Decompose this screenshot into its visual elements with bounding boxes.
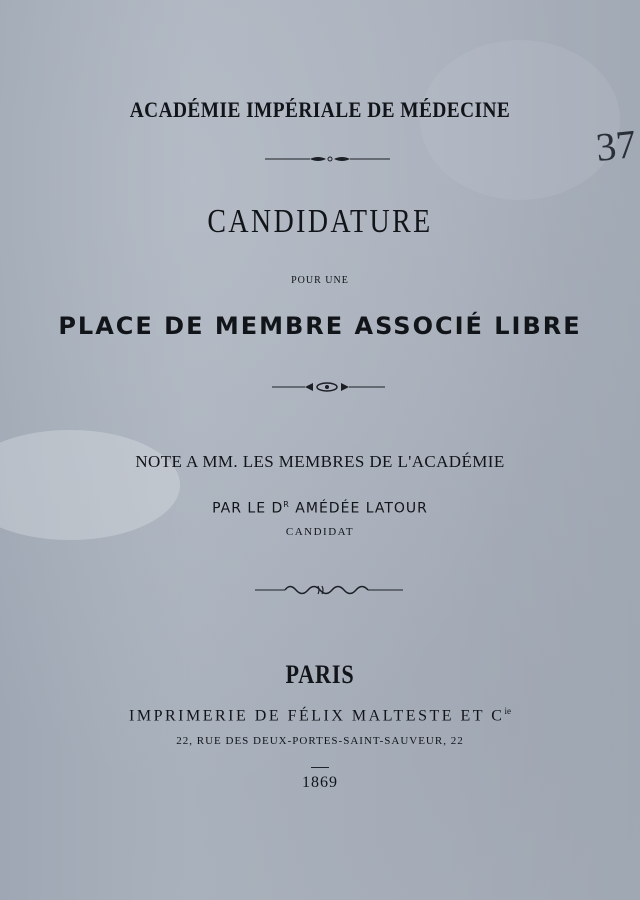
candidacy-position: PLACE DE MEMBRE ASSOCIÉ LIBRE xyxy=(58,312,582,340)
academy-heading: ACADÉMIE IMPÉRIALE DE MÉDECINE xyxy=(129,97,511,122)
doctor-superscript: R xyxy=(283,500,290,509)
author-name: AMÉDÉE LATOUR xyxy=(289,500,428,517)
printer-line xyxy=(0,706,640,725)
note-line: NOTE A MM. LES MEMBRES DE L'ACADÉMIE xyxy=(135,452,505,471)
printer-name: IMPRIMERIE DE FÉLIX MALTESTE ET C xyxy=(129,707,505,725)
ornament-flourish xyxy=(0,580,640,600)
company-superscript: ie xyxy=(504,706,511,716)
handwritten-margin-mark: 37 xyxy=(593,121,639,170)
imprint-city: PARIS xyxy=(285,660,355,689)
author-role: CANDIDAT xyxy=(285,526,355,538)
paper-stain xyxy=(0,430,180,540)
printer-address: 22, RUE DES DEUX-PORTES-SAINT-SAUVEUR, 22 xyxy=(176,735,464,747)
author-prefix: PAR LE D xyxy=(212,500,284,517)
author-line xyxy=(0,500,640,517)
document-title: CANDIDATURE xyxy=(207,203,433,240)
ornament-rule-middle xyxy=(0,377,640,397)
publication-year: 1869 xyxy=(302,774,338,791)
short-rule xyxy=(311,767,329,768)
ornament-rule-top xyxy=(0,149,640,169)
title-connector: POUR UNE xyxy=(291,275,349,286)
